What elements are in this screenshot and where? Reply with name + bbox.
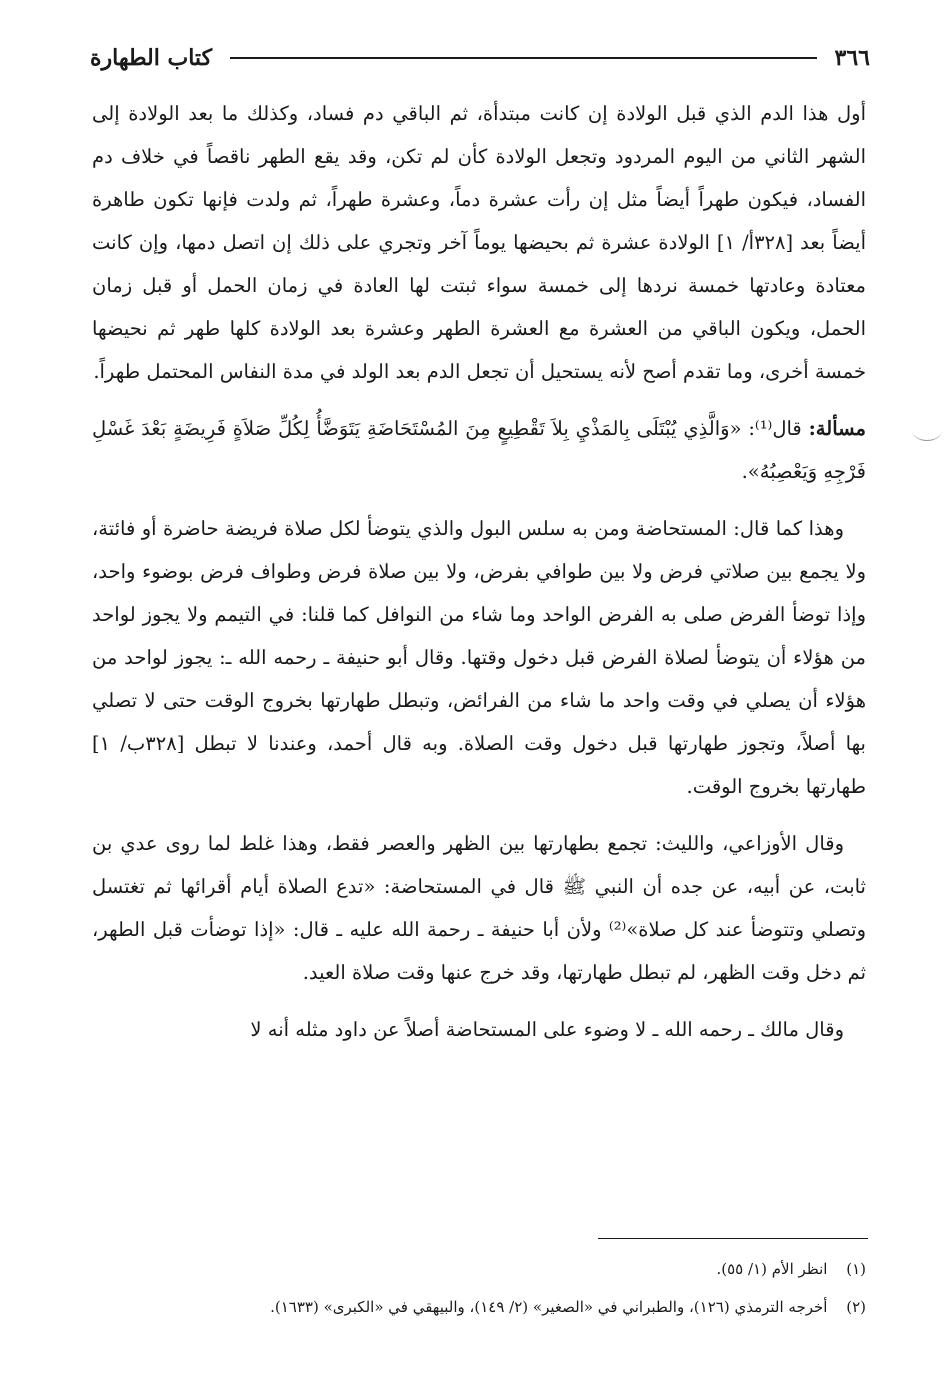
paragraph: وقال الأوزاعي، والليث: تجمع بطهارتها بين الظهر والعصر فقط، وهذا غلط لما روى عدي بن ثابت، عن أبيه، عن جده أن النبي ﷺ قال في المستحاضة: «تدع الصلاة أيام أقرائها ثم تغتسل وتصلي وتتوضأ عند كل صلاة»⁽²⁾ ولأن أبا حنيفة ـ رحمة الله عليه ـ قال: «إذا توضأت قبل الطهر، ثم دخل وقت الظهر، لم تبطل طهارتها، وقد خرج عنها وقت صلاة العيد. — [92, 832, 866, 984]
paragraph: أول هذا الدم الذي قبل الولادة إن كانت مبتدأة، ثم الباقي دم فساد، وكذلك ما بعد الولادة إلى الشهر الثاني من اليوم المردود وتجعل الولادة كأن لم تكن، وقد يقع الطهر ناقصاً في خلاف دم الفساد، فيكون طهراً أيضاً مثل إن رأت عشرة دماً، وعشرة طهراً، ثم ولدت فإنها تكون طاهرة أيضاً بعد [٣٢٨أ/ ١] الولادة عشرة ثم بحيضها يوماً آخر وتجري على ذلك إن اتصل دمها، وإن كانت معتادة وعادتها خمسة نردها إلى خمسة سواء ثبتت لها العادة في زمان الحمل أو قبل زمان الحمل، ويكون الباقي من العشرة مع العشرة الطهر وعشرة بعد الولادة كلها طهر ثم نحيضها خمسة أخرى، وما تقدم أصح لأنه يستحيل أن تجعل الدم بعد الولد في مدة النفاس المحتمل طهراً. — [92, 102, 866, 383]
footnote-text: انظر الأم (١/ ٥٥). — [716, 1260, 828, 1278]
footnote-rule — [598, 1238, 868, 1239]
masala-label: مسألة: — [808, 417, 866, 440]
running-header — [90, 38, 870, 78]
margin-mark — [912, 420, 942, 441]
footnote-number: (٢) — [846, 1298, 866, 1316]
footnote — [86, 1250, 866, 1288]
masala-text: قال⁽¹⁾: «وَالَّذِي يُبْتَلَى بِالمَذْيِ بِلاَ تَقْطِيعٍ مِنَ المُسْتَحَاضَةِ يَتَوَضَّأُ لِكُلِّ صَلاَةٍ فَرِيضَةٍ بَعْدَ غَسْلِ فَرْجِهِ وَيَعْصِبُهُ». — [92, 417, 866, 483]
paragraph: وهذا كما قال: المستحاضة ومن به سلس البول والذي يتوضأ لكل صلاة فريضة حاضرة أو فائتة، ولا يجمع بين صلاتي فرض ولا بين طوافي بفرض، ولا بين صلاة فرض وطواف فرض بوضوء واحد، وإذا توضأ الفرض صلى به الفرض الواحد وما شاء من النوافل كما قلنا: في التيمم ولا يجوز لواحد من هؤلاء أن يتوضأ لصلاة الفرض قبل دخول وقتها. وقال أبو حنيفة ـ رحمه الله ـ: يجوز لواحد من هؤلاء أن يصلي في وقت واحد ما شاء من الفرائض، وتبطل طهارتها بخروج الوقت حتى لا تصلي بها أصلاً، وتجوز طهارتها قبل دخول وقت الصلاة. وبه قال أحمد، وعندنا لا تبطل [٣٢٨ب/ ١] طهارتها بخروج الوقت. — [92, 517, 866, 798]
header-rule — [230, 57, 817, 59]
footnote — [86, 1288, 866, 1326]
masala-paragraph — [92, 407, 866, 493]
body-text — [92, 92, 866, 1065]
footnote-number: (١) — [846, 1260, 866, 1278]
footnote-text: أخرجه الترمذي (١٢٦)، والطبراني في «الصغير» (٢/ ١٤٩)، والبيهقي في «الكبرى» (١٦٣٣). — [270, 1298, 828, 1316]
page-number: ٣٦٦ — [834, 45, 870, 71]
footnotes — [86, 1250, 866, 1326]
book-title: كتاب الطهارة — [90, 45, 213, 71]
paragraph: وقال مالك ـ رحمه الله ـ لا وضوء على المستحاضة أصلاً عن داود مثله أنه لا — [250, 1018, 844, 1041]
